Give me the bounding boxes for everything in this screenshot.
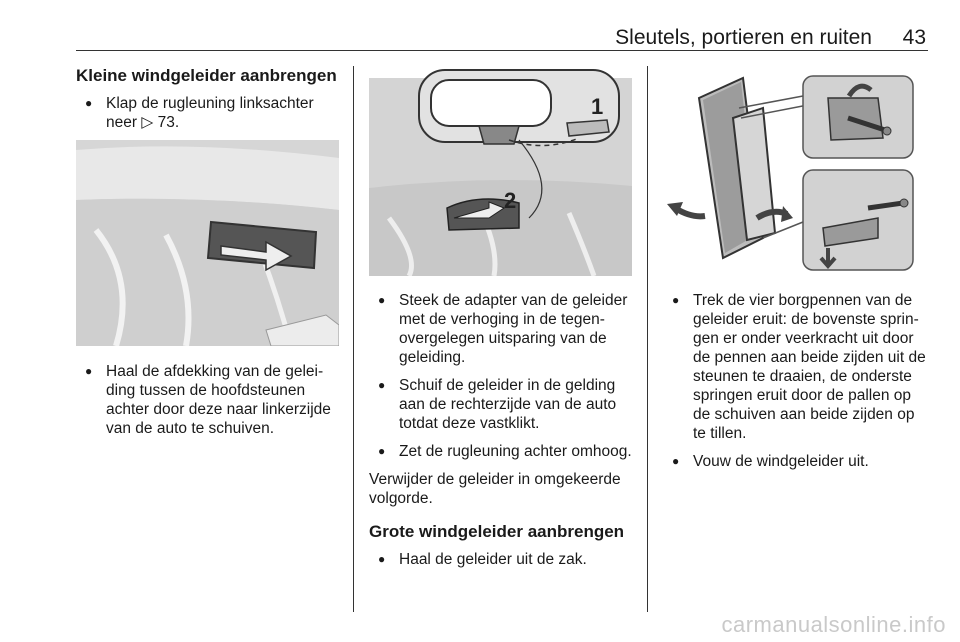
bullet-item: ● Trek de vier borgpennen van de geleider eruit: de bovenste sprin-gen er onder veerkracht uit door de pennen aan beide zijden uit de steunen te draaien, de onderste springen eruit door de pallen op de schuiven aan beide zijden op te tillen. (663, 291, 931, 443)
bullet-item (76, 94, 342, 132)
section-heading: Kleine windgeleider aanbrengen (76, 66, 337, 85)
column-1-lower (76, 362, 342, 447)
figure-label-1: 1 (591, 94, 604, 119)
page-ref-icon[interactable]: ▷ (141, 114, 154, 131)
page-ref[interactable]: 73. (157, 114, 180, 131)
column-2 (369, 291, 637, 578)
bullet-list (663, 291, 931, 471)
bullet-item: ● Haal de afdekking van de gelei-ding tussen de hoofdsteunen achter door deze naar linkerzijde van de auto te schuiven. (76, 362, 342, 438)
paragraph: Verwijder de geleider in omgekeerde volgorde. (369, 471, 621, 507)
column-1 (76, 66, 342, 141)
bullet-list (76, 362, 342, 438)
page-number: 43 (902, 26, 926, 49)
figure-rear-seat-cover (76, 140, 339, 346)
figure-wind-deflector-pins (663, 68, 926, 276)
bullet-item: ● Vouw de windgeleider uit. (663, 452, 931, 471)
bullet-item: ● Haal de geleider uit de zak. (369, 550, 637, 569)
figure-label-2: 2 (504, 188, 517, 213)
column-3 (663, 291, 931, 480)
bullet-text: Klap de rugleuning linksachter neer (106, 95, 314, 131)
section-title: Sleutels, portieren en ruiten (615, 26, 872, 49)
bullet-list (369, 291, 637, 461)
section-heading: Grote windgeleider aanbrengen (369, 522, 625, 541)
bullet-list (369, 550, 637, 569)
column-divider-1 (353, 66, 354, 612)
bullet-list (76, 94, 342, 132)
watermark: carmanualsonline.info (721, 612, 946, 637)
bullet-item: ● Schuif de geleider in de gelding aan de rechterzijde van de auto totdat deze vastklikt. (369, 376, 637, 433)
header-rule (76, 50, 928, 51)
column-divider-2 (647, 66, 648, 612)
bullet-item: ● Zet de rugleuning achter omhoog. (369, 442, 637, 461)
figure-mirror-adapter (369, 68, 632, 276)
bullet-item: ● Steek de adapter van de geleider met de verhoging in de tegen-overgelegen uitsparing van de geleiding. (369, 291, 637, 367)
